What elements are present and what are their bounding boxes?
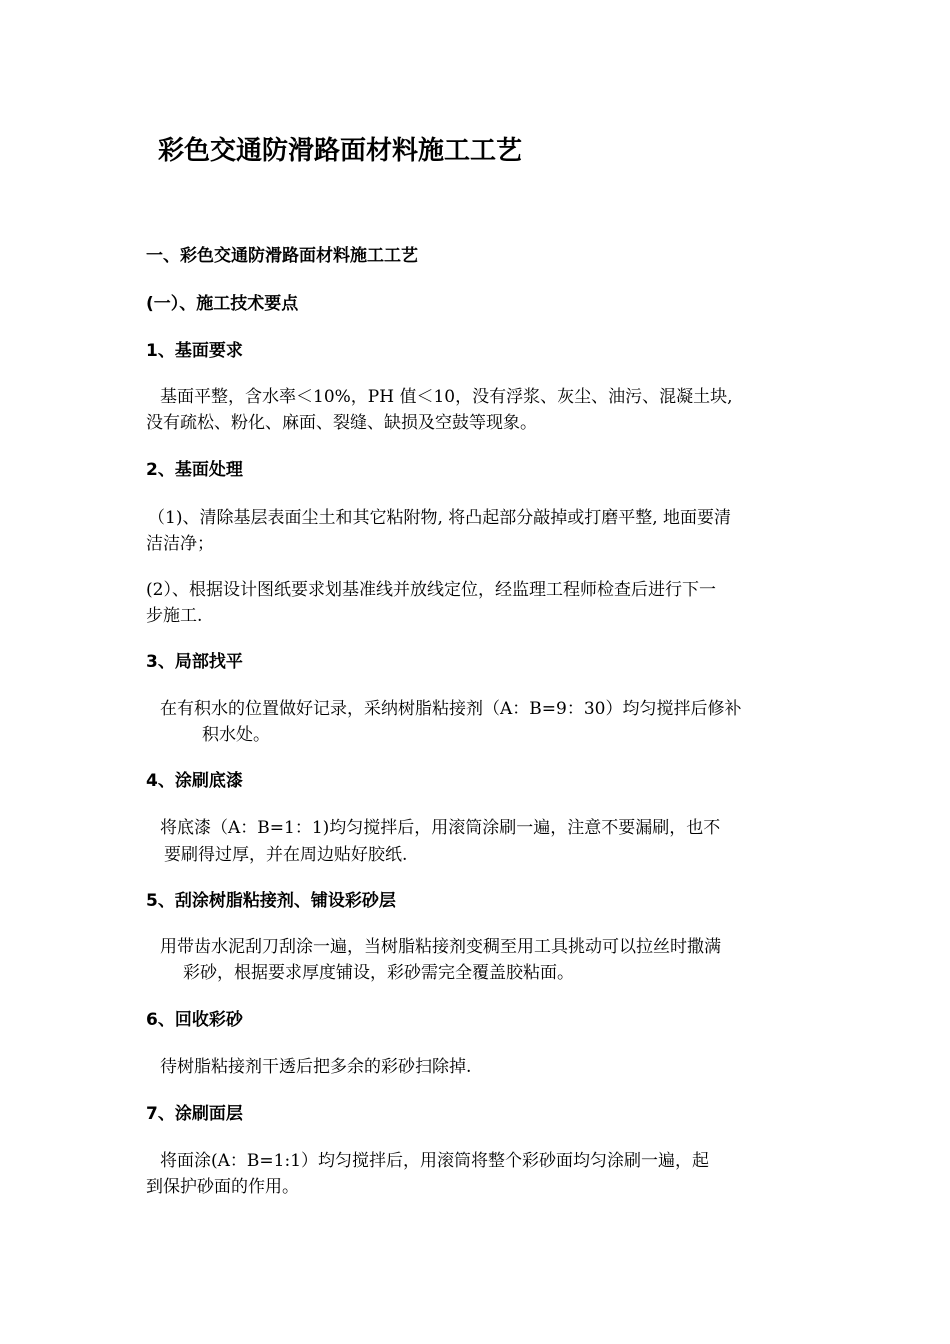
document-title: 彩色交通防滑路面材料施工工艺	[158, 136, 523, 166]
item-text-1-line-2: 没有疏松、粉化、麻面、裂缝、缺损及空鼓等现象。	[146, 413, 537, 433]
item-text-1-line-1: 基面平整，含水率＜10%，PH 值＜10，没有浮浆、灰尘、油污、混凝土块,	[160, 387, 733, 407]
item-text-5-line-2: 彩砂，根据要求厚度铺设，彩砂需完全覆盖胶粘面。	[183, 963, 574, 983]
item-text-7-line-2: 到保护砂面的作用。	[146, 1177, 299, 1197]
item-text-4-line-1: 将底漆（A：B=1：1)均匀搅拌后，用滚筒涂刷一遍，注意不要漏刷，也不	[160, 818, 721, 838]
item-text-5-line-1: 用带齿水泥刮刀刮涂一遍，当树脂粘接剂变稠至用工具挑动可以拉丝时撒满	[160, 937, 721, 957]
item-heading-2: 2、基面处理	[146, 460, 243, 480]
item-text-2-line-2: 洁洁净；	[146, 534, 214, 554]
item-heading-3: 3、局部找平	[146, 652, 243, 672]
item-heading-5: 5、刮涂树脂粘接剂、铺设彩砂层	[146, 891, 396, 911]
item-heading-1: 1、基面要求	[146, 341, 243, 361]
item-text-7-line-1: 将面涂(A：B=1:1）均匀搅拌后，用滚筒将整个彩砂面均匀涂刷一遍，起	[160, 1151, 710, 1171]
item-text-3-line-2: 积水处。	[202, 725, 270, 745]
item-heading-6: 6、回收彩砂	[146, 1010, 243, 1030]
item-text-4-line-2: 要刷得过厚，并在周边贴好胶纸.	[164, 845, 408, 865]
item-heading-4: 4、涂刷底漆	[146, 771, 243, 791]
item-text-2-line-4: 步施工.	[146, 606, 203, 626]
subsection-heading: (一）、施工技术要点	[146, 294, 299, 314]
item-text-3-line-1: 在有积水的位置做好记录，采纳树脂粘接剂（A：B=9：30）均匀搅拌后修补	[160, 699, 742, 719]
item-text-6-line-1: 待树脂粘接剂干透后把多余的彩砂扫除掉.	[160, 1057, 472, 1077]
item-heading-7: 7、涂刷面层	[146, 1104, 243, 1124]
item-text-2-line-3: (2）、根据设计图纸要求划基准线并放线定位，经监理工程师检查后进行下一	[146, 580, 716, 600]
section-heading: 一、彩色交通防滑路面材料施工工艺	[146, 246, 418, 266]
item-text-2-line-1: （1)、清除基层表面尘土和其它粘附物, 将凸起部分敲掉或打磨平整, 地面要清	[148, 508, 732, 528]
